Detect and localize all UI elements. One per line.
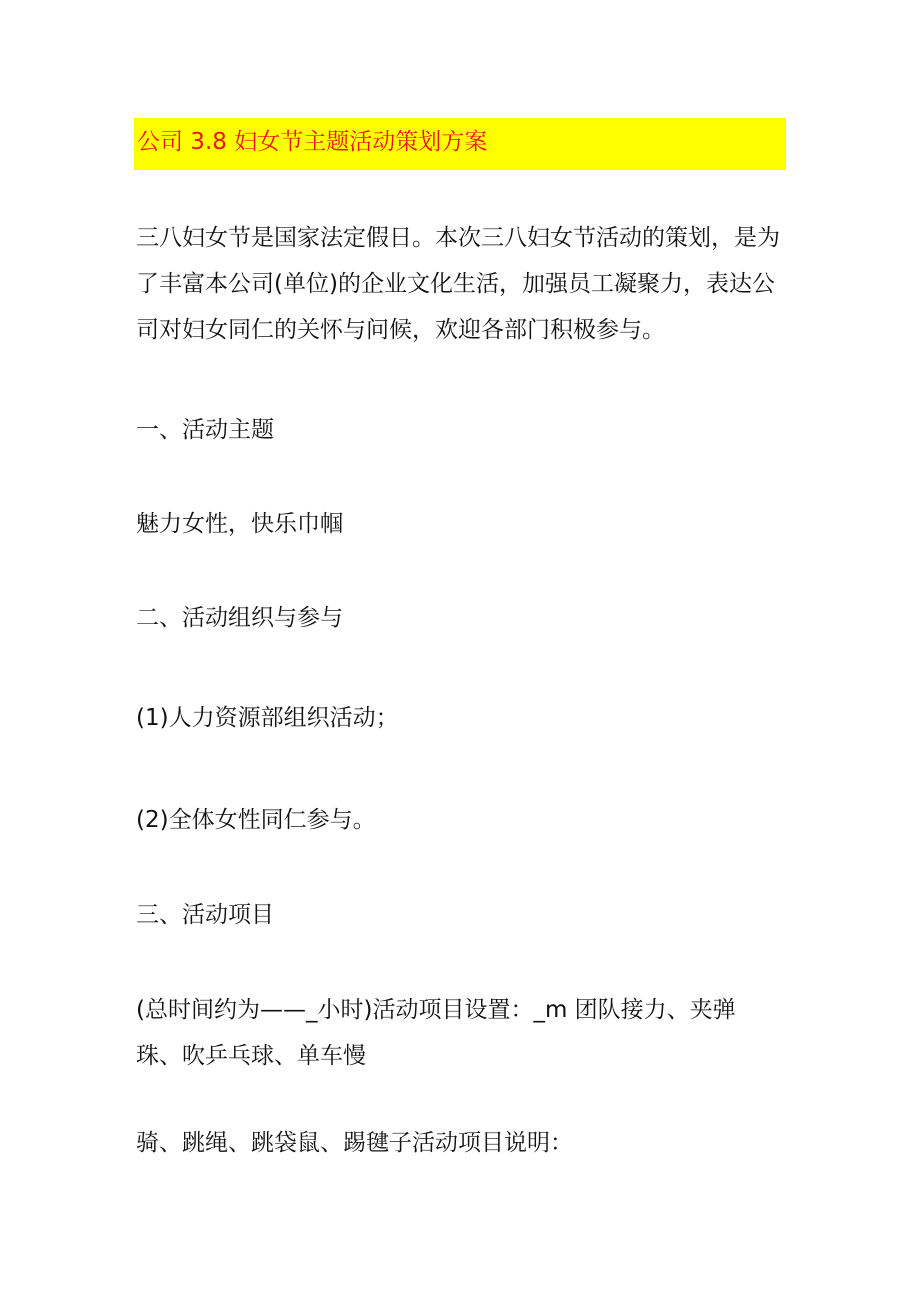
organization-item: (1)人力资源部组织活动；	[136, 705, 399, 731]
projects-setup-line: (总时间约为——_小时)活动项目设置：_m 团队接力、夹弹	[136, 997, 736, 1023]
intro-line: 三八妇女节是国家法定假日。本次三八妇女节活动的策划，是为	[136, 225, 780, 251]
document-title: 公司 3.8 妇女节主题活动策划方案	[137, 129, 488, 155]
organization-item: (2)全体女性同仁参与。	[136, 807, 376, 833]
theme-content: 魅力女性，快乐巾帼	[136, 511, 343, 537]
projects-setup-line: 珠、吹乒乓球、单车慢	[136, 1043, 366, 1069]
projects-setup-paragraph	[136, 987, 786, 1079]
intro-line: 司对妇女同仁的关怀与问候，欢迎各部门积极参与。	[136, 317, 665, 343]
intro-paragraph	[136, 215, 786, 353]
section-heading-organization: 二、活动组织与参与	[136, 605, 343, 631]
projects-description-line: 骑、跳绳、跳袋鼠、踢毽子活动项目说明：	[136, 1130, 573, 1156]
intro-line: 了丰富本公司(单位)的企业文化生活，加强员工凝聚力，表达公	[136, 271, 775, 297]
section-heading-projects: 三、活动项目	[136, 902, 274, 928]
section-heading-theme: 一、活动主题	[136, 417, 274, 443]
